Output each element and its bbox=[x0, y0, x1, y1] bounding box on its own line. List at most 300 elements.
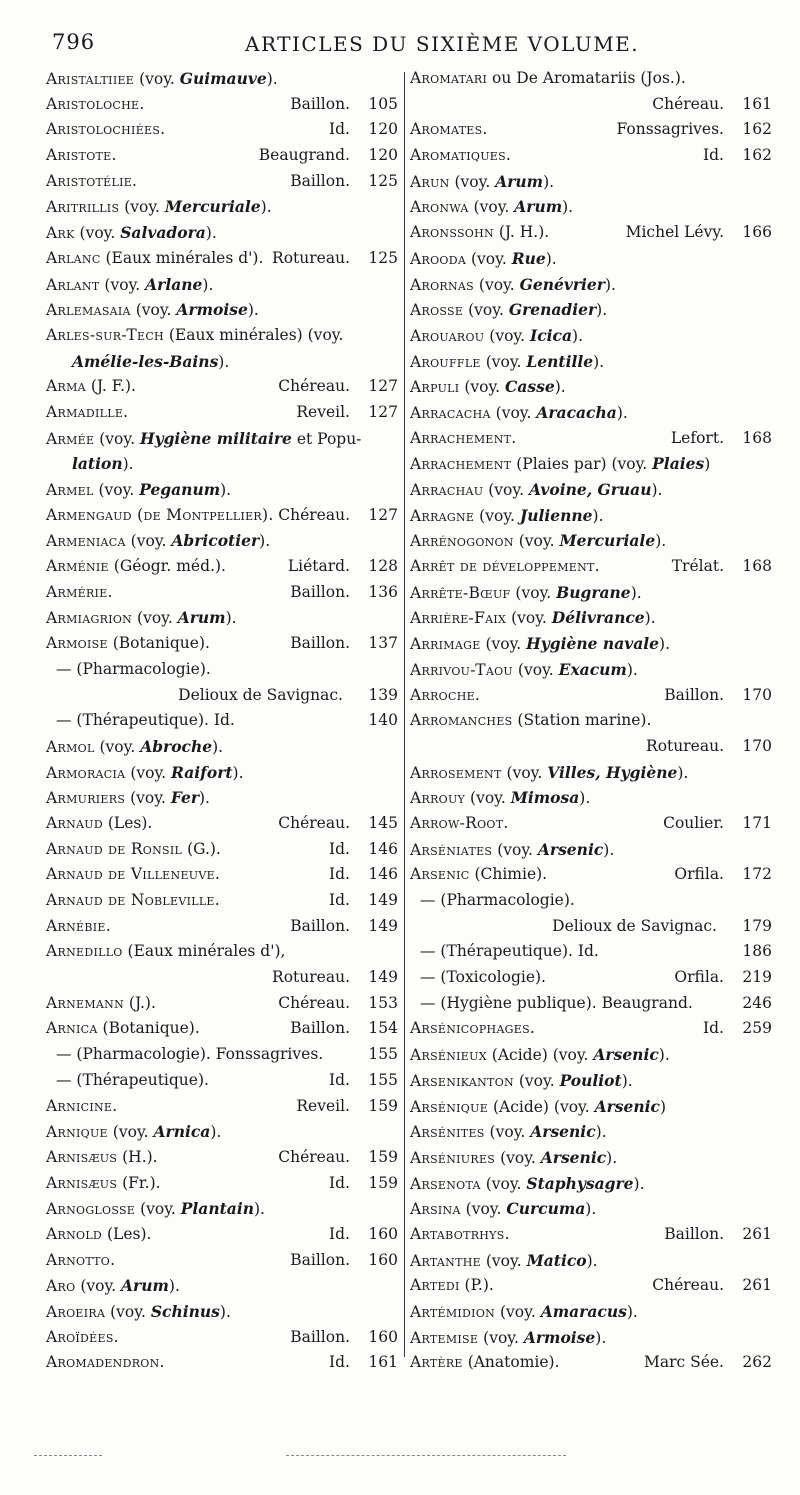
entry-page: 155 bbox=[368, 1045, 398, 1064]
entry-author: Rotureau. bbox=[646, 736, 724, 755]
index-entry bbox=[46, 246, 398, 272]
entry-page: 219 bbox=[742, 968, 772, 987]
index-entry bbox=[410, 760, 772, 786]
entry-text bbox=[410, 837, 614, 864]
entry-text bbox=[46, 1145, 158, 1171]
index-entry bbox=[410, 657, 772, 683]
entry-text bbox=[46, 605, 237, 632]
index-entry bbox=[46, 554, 398, 580]
entry-detail: ). bbox=[595, 1328, 607, 1347]
entry-detail: (voy. bbox=[93, 481, 140, 499]
entry-detail: ). bbox=[651, 481, 663, 499]
entry-headword: Arles-sur-Tech bbox=[46, 325, 164, 344]
entry-headword: Aromatari bbox=[410, 69, 488, 87]
entry-detail: ). bbox=[210, 1123, 222, 1142]
cross-reference: Bugrane bbox=[556, 582, 631, 602]
index-entry bbox=[46, 1299, 398, 1325]
entry-text bbox=[46, 580, 113, 606]
index-entry bbox=[410, 965, 772, 991]
entry-headword: Aristoloche. bbox=[46, 94, 145, 113]
entry-text bbox=[56, 1068, 209, 1094]
entry-headword: Arnold bbox=[46, 1224, 103, 1243]
entry-detail: (voy. bbox=[495, 1148, 541, 1167]
entry-detail: — (Pharmacologie). bbox=[56, 659, 211, 678]
entry-text bbox=[410, 220, 549, 246]
entry-detail: ). bbox=[218, 352, 230, 371]
entry-detail: (G.). bbox=[182, 839, 221, 858]
cross-reference: Abricotier bbox=[171, 531, 260, 551]
entry-page: 146 bbox=[368, 865, 398, 884]
entry-detail: (voy. bbox=[107, 1123, 154, 1142]
entry-detail: (J. F.). bbox=[85, 377, 136, 396]
entry-page: 139 bbox=[368, 685, 398, 704]
entry-page: 162 bbox=[742, 120, 772, 139]
entry-author: Rotureau. bbox=[272, 968, 350, 987]
cross-reference: Amaracus bbox=[540, 1302, 627, 1321]
entry-detail: ). bbox=[253, 1200, 265, 1219]
entry-page: 145 bbox=[368, 813, 398, 832]
entry-page: 159 bbox=[368, 1173, 398, 1192]
entry-headword: Aromates. bbox=[410, 120, 488, 139]
entry-detail: ). bbox=[199, 789, 210, 808]
entry-text bbox=[46, 66, 278, 93]
entry-text bbox=[410, 1273, 494, 1299]
entry-text bbox=[410, 554, 600, 580]
entry-page: 149 bbox=[368, 891, 398, 909]
entry-detail: ). bbox=[225, 609, 237, 628]
entry-detail: ). bbox=[603, 840, 615, 859]
index-entry bbox=[46, 117, 398, 143]
entry-detail: (voy. bbox=[125, 532, 172, 551]
entry-headword: Armée bbox=[46, 429, 95, 448]
entry-detail: (voy. bbox=[513, 532, 560, 551]
entry-detail: ). bbox=[168, 1277, 180, 1296]
index-entry bbox=[410, 503, 772, 529]
entry-text bbox=[46, 246, 263, 272]
index-entry bbox=[46, 837, 398, 863]
entry-page: 170 bbox=[742, 685, 772, 704]
entry-detail: ). bbox=[586, 1251, 598, 1270]
footer-dash-mark bbox=[286, 1455, 566, 1457]
entry-author: Chéreau. bbox=[278, 993, 350, 1012]
index-entry bbox=[410, 220, 772, 246]
entry-author: Id. bbox=[329, 120, 350, 139]
entry-headword: Artanthe bbox=[410, 1251, 481, 1270]
entry-detail: ). bbox=[606, 1148, 618, 1167]
entry-author: Orfila. bbox=[674, 968, 724, 987]
index-entry bbox=[410, 888, 772, 914]
entry-headword: Artémidion bbox=[410, 1303, 496, 1321]
entry-text bbox=[410, 1094, 666, 1121]
entry-author: Delioux de Savignac. bbox=[178, 685, 343, 704]
index-entry bbox=[46, 1094, 398, 1120]
entry-detail: (Les). bbox=[102, 1224, 152, 1243]
index-entry bbox=[410, 400, 772, 426]
cross-reference: Julienne bbox=[519, 505, 593, 525]
entry-headword: Arragne bbox=[410, 506, 475, 525]
entry-text bbox=[410, 477, 662, 504]
entry-text bbox=[410, 1350, 560, 1376]
entry-headword: Arnica bbox=[46, 1019, 98, 1038]
entry-detail: ou De Aromatariis (Jos.). bbox=[487, 69, 686, 87]
entry-text bbox=[46, 1016, 200, 1042]
entry-text bbox=[410, 580, 642, 607]
cross-reference: Hygiène navale bbox=[526, 634, 660, 654]
cross-reference: Délivrance bbox=[551, 608, 645, 628]
entry-page: 105 bbox=[368, 94, 398, 113]
entry-headword: Arnique bbox=[46, 1123, 108, 1142]
entry-text bbox=[46, 220, 217, 247]
entry-author: Chéreau. bbox=[278, 505, 350, 524]
cross-reference: Exacum bbox=[558, 659, 627, 679]
entry-detail: (voy. bbox=[75, 1277, 122, 1296]
column-divider bbox=[404, 72, 405, 1357]
entry-detail: (voy. bbox=[490, 403, 537, 422]
entry-text bbox=[56, 1042, 323, 1068]
entry-detail: (voy. bbox=[99, 275, 146, 294]
index-entry bbox=[46, 939, 398, 965]
entry-detail: ). bbox=[572, 326, 584, 345]
entry-headword: Aristolochiées. bbox=[46, 120, 166, 139]
index-entry bbox=[410, 580, 772, 606]
entry-detail: ). bbox=[579, 789, 591, 808]
entry-detail: ). bbox=[626, 660, 638, 679]
entry-text bbox=[410, 605, 656, 632]
entry-headword: Aroeira bbox=[46, 1303, 106, 1321]
entry-text bbox=[46, 734, 223, 761]
entry-headword: Arrow-Root. bbox=[410, 813, 509, 832]
entry-headword: Arrouy bbox=[410, 789, 466, 808]
entry-detail: ). bbox=[585, 1200, 597, 1219]
index-entry bbox=[410, 785, 772, 811]
page-header bbox=[50, 28, 750, 62]
entry-text bbox=[46, 374, 136, 400]
entry-detail: ). bbox=[626, 1303, 638, 1321]
entry-text bbox=[410, 451, 710, 478]
cross-reference: Pouliot bbox=[559, 1070, 622, 1090]
entry-text bbox=[72, 349, 229, 376]
cross-reference: Icica bbox=[529, 325, 573, 345]
entry-headword: Arnoglosse bbox=[46, 1200, 136, 1219]
entry-author: Chéreau. bbox=[278, 1147, 350, 1166]
entry-page: 246 bbox=[742, 993, 772, 1012]
entry-headword: Arrête-Bœuf bbox=[410, 583, 511, 602]
index-entry bbox=[46, 811, 398, 837]
entry-detail: ). bbox=[633, 1174, 645, 1193]
cross-reference: Lentille bbox=[526, 351, 594, 371]
entry-text bbox=[46, 1273, 180, 1300]
cross-reference: Arsenic bbox=[540, 1147, 607, 1167]
entry-text bbox=[46, 837, 221, 863]
entry-page: 153 bbox=[368, 993, 398, 1012]
entry-detail: ). bbox=[595, 1123, 607, 1142]
entry-detail: (Les). bbox=[102, 813, 153, 832]
entry-text bbox=[410, 66, 686, 92]
entry-headword: Aristaltiiee bbox=[46, 70, 135, 88]
entry-text bbox=[46, 862, 220, 888]
entry-detail: — (Hygiène publique). Beaugrand. bbox=[420, 993, 693, 1012]
index-entry bbox=[46, 991, 398, 1017]
entry-headword: Arrivou-Taou bbox=[410, 660, 513, 679]
cross-reference: Arsenic bbox=[594, 1096, 660, 1116]
entry-detail: ). bbox=[220, 481, 232, 499]
entry-headword: Arsenikanton bbox=[410, 1071, 514, 1090]
index-entry bbox=[410, 194, 772, 220]
entry-text bbox=[410, 246, 557, 273]
entry-text bbox=[410, 1145, 617, 1172]
entry-author: Rotureau. bbox=[272, 248, 350, 267]
entry-detail: ). bbox=[543, 172, 555, 191]
entry-detail: (voy. bbox=[474, 506, 520, 525]
entry-text bbox=[46, 914, 111, 940]
entry-detail: ). bbox=[655, 532, 667, 551]
entry-headword: Aro bbox=[46, 1277, 76, 1296]
entry-detail: (Plaies par) (voy. bbox=[511, 455, 653, 474]
entry-headword: Arnotto. bbox=[46, 1250, 116, 1269]
entry-detail: (Station marine). bbox=[512, 711, 652, 730]
entry-text bbox=[46, 169, 137, 195]
entry-headword: Arooda bbox=[410, 249, 467, 268]
entry-page: 154 bbox=[368, 1019, 398, 1038]
entry-text bbox=[410, 272, 616, 299]
entry-headword: Armeniaca bbox=[46, 532, 126, 551]
entry-headword: Armiagrion bbox=[46, 609, 133, 628]
entry-headword: Arsénites bbox=[410, 1123, 485, 1142]
cross-reference: Plantain bbox=[180, 1199, 254, 1219]
entry-text bbox=[410, 657, 638, 684]
footer-dash-mark bbox=[34, 1455, 102, 1457]
entry-page: 146 bbox=[368, 839, 398, 858]
entry-text bbox=[46, 1325, 119, 1351]
index-entry bbox=[46, 785, 398, 811]
index-entry bbox=[46, 503, 398, 529]
entry-text bbox=[46, 503, 274, 529]
entry-page: 155 bbox=[368, 1070, 398, 1089]
entry-author: Orfila. bbox=[674, 865, 724, 884]
cross-reference: Avoine, Gruau bbox=[528, 480, 652, 499]
entry-detail: ). bbox=[554, 378, 566, 397]
entry-detail: (voy. bbox=[492, 840, 538, 859]
index-entry bbox=[46, 1042, 398, 1068]
index-entry bbox=[46, 1273, 398, 1299]
entry-author: Fonssagrives. bbox=[616, 120, 724, 139]
entry-text bbox=[46, 1248, 115, 1274]
entry-headword: Arlemasaia bbox=[46, 301, 131, 320]
entry-author: Baillon. bbox=[290, 634, 350, 653]
entry-page: 168 bbox=[742, 428, 772, 447]
entry-page: 127 bbox=[368, 505, 398, 524]
entry-text bbox=[46, 143, 117, 169]
entry-headword: Arroche. bbox=[410, 685, 481, 704]
cross-reference: Fer bbox=[170, 788, 199, 808]
entry-detail: ). bbox=[659, 635, 671, 654]
entry-text bbox=[410, 1068, 633, 1095]
entry-detail: (voy. bbox=[463, 301, 509, 320]
entry-detail: (Botanique). bbox=[107, 634, 210, 653]
entry-headword: Arnemann bbox=[46, 993, 124, 1012]
index-entry bbox=[410, 914, 772, 940]
cross-reference: Peganum bbox=[139, 480, 221, 499]
entry-detail: (voy. bbox=[130, 301, 177, 320]
index-entry bbox=[46, 1068, 398, 1094]
cross-reference: Aracacha bbox=[536, 402, 617, 422]
entry-detail: (voy. bbox=[465, 789, 511, 808]
entry-page: 127 bbox=[368, 402, 398, 421]
entry-text bbox=[410, 631, 670, 658]
entry-author: Liétard. bbox=[287, 557, 350, 576]
entry-detail: — (Pharmacologie). bbox=[420, 891, 575, 909]
entry-detail: (Eaux minérales d'). bbox=[100, 248, 264, 267]
index-entry bbox=[46, 143, 398, 169]
entry-author: Id. bbox=[703, 146, 724, 165]
entry-detail: ). bbox=[604, 275, 616, 294]
entry-author: Baillon. bbox=[290, 94, 350, 113]
entry-detail: ). bbox=[247, 301, 259, 320]
entry-headword: Arrachement. bbox=[410, 428, 517, 447]
entry-headword: Arsénieux bbox=[410, 1046, 487, 1065]
entry-text bbox=[56, 708, 235, 734]
entry-headword: Arnaud de Nobleville. bbox=[46, 891, 220, 909]
cross-reference: Arum bbox=[514, 197, 563, 217]
entry-detail: (voy. bbox=[510, 583, 557, 602]
entry-text bbox=[46, 991, 156, 1017]
cross-reference: Villes, Hygiène bbox=[547, 762, 678, 782]
entry-text bbox=[46, 297, 259, 324]
index-entry bbox=[46, 477, 398, 503]
entry-detail: ) bbox=[659, 1097, 667, 1116]
entry-headword: Armoise bbox=[46, 634, 108, 653]
index-entry bbox=[410, 92, 772, 118]
index-entry bbox=[410, 605, 772, 631]
entry-detail: (voy. bbox=[134, 70, 180, 88]
entry-headword: Arma bbox=[46, 377, 86, 396]
entry-text bbox=[410, 117, 488, 143]
entry-headword: Arnaud de Ronsil bbox=[46, 839, 183, 858]
entry-headword: Armuriers bbox=[46, 789, 126, 808]
entry-headword: Artabotrhys. bbox=[410, 1224, 510, 1243]
index-entry bbox=[46, 426, 398, 452]
entry-author: Id. bbox=[329, 891, 350, 909]
entry-headword: Arnisæus bbox=[46, 1147, 118, 1166]
entry-page: 120 bbox=[368, 120, 398, 139]
entry-detail: ). bbox=[545, 249, 557, 268]
entry-page: 160 bbox=[368, 1327, 398, 1346]
entry-text bbox=[410, 1325, 606, 1352]
entry-text bbox=[46, 888, 220, 914]
index-entry bbox=[46, 297, 398, 323]
index-entry bbox=[46, 220, 398, 246]
index-entry bbox=[46, 1325, 398, 1351]
entry-detail: ). bbox=[232, 763, 244, 782]
entry-detail: ). bbox=[205, 224, 217, 243]
index-entry bbox=[46, 657, 398, 683]
index-entry bbox=[410, 528, 772, 554]
entry-author: Baillon. bbox=[290, 1019, 350, 1038]
entry-detail: (voy. bbox=[480, 1251, 527, 1270]
index-entry bbox=[46, 1145, 398, 1171]
entry-text bbox=[410, 426, 517, 452]
entry-headword: Arnicine. bbox=[46, 1096, 118, 1115]
entry-headword: Arnaud bbox=[46, 813, 103, 832]
index-entry bbox=[46, 194, 398, 220]
index-entry bbox=[410, 477, 772, 503]
index-entry bbox=[410, 374, 772, 400]
entry-detail: ). bbox=[260, 198, 272, 217]
index-entry bbox=[46, 580, 398, 606]
index-entry bbox=[410, 1171, 772, 1197]
entry-page: 161 bbox=[742, 94, 772, 113]
entry-text bbox=[46, 426, 361, 453]
entry-detail: (Fr.). bbox=[117, 1173, 161, 1192]
entry-detail: (Acide) (voy. bbox=[488, 1097, 595, 1116]
entry-headword: Aronssohn bbox=[410, 223, 494, 242]
entry-detail: (J. H.). bbox=[493, 223, 550, 242]
cross-reference: Arnica bbox=[153, 1122, 211, 1142]
page-number: 796 bbox=[52, 30, 96, 54]
cross-reference: Guimauve bbox=[179, 69, 267, 88]
index-entry bbox=[410, 837, 772, 863]
entry-detail: (voy. bbox=[478, 1328, 524, 1347]
index-entry bbox=[46, 708, 398, 734]
entry-author: Chéreau. bbox=[278, 813, 350, 832]
index-entry bbox=[410, 708, 772, 734]
entry-page: 161 bbox=[368, 1353, 398, 1372]
entry-detail: (voy. bbox=[483, 481, 529, 499]
cross-reference: Arlane bbox=[145, 274, 203, 294]
entry-text bbox=[410, 1119, 607, 1146]
cross-reference: Arum bbox=[121, 1276, 169, 1296]
entry-detail: (Acide) (voy. bbox=[486, 1046, 594, 1065]
cross-reference: lation bbox=[72, 454, 123, 474]
entry-text bbox=[410, 760, 688, 787]
entry-text bbox=[46, 1171, 161, 1197]
entry-text bbox=[46, 272, 213, 299]
index-entry bbox=[410, 246, 772, 272]
index-entry bbox=[410, 1350, 772, 1376]
entry-detail: (H.). bbox=[117, 1147, 158, 1166]
cross-reference: Mimosa bbox=[510, 788, 580, 808]
entry-author: Baillon. bbox=[290, 171, 350, 190]
entry-detail: (voy. bbox=[105, 1303, 151, 1321]
entry-detail: (voy. bbox=[501, 763, 548, 782]
entry-detail: (voy. bbox=[125, 789, 171, 808]
entry-author: Id. bbox=[329, 865, 350, 884]
entry-detail: (voy. bbox=[473, 275, 520, 294]
index-entry bbox=[410, 272, 772, 298]
entry-page: 170 bbox=[742, 736, 772, 755]
entry-headword: Aritrillis bbox=[46, 198, 120, 217]
entry-headword: Armengaud (de Montpellier). bbox=[46, 505, 274, 524]
entry-text bbox=[420, 991, 693, 1017]
entry-detail: (voy. bbox=[135, 1200, 181, 1219]
cross-reference: Staphysagre bbox=[526, 1173, 634, 1193]
entry-headword: Arsenic bbox=[410, 865, 470, 884]
entry-detail: ). bbox=[202, 275, 214, 294]
index-entry bbox=[410, 991, 772, 1017]
entry-headword: Aristotélie. bbox=[46, 171, 138, 190]
entry-author: Id. bbox=[329, 1353, 350, 1372]
index-entry bbox=[46, 169, 398, 195]
cross-reference: Mercuriale bbox=[164, 197, 261, 217]
entry-detail: (voy. bbox=[495, 1303, 541, 1321]
entry-headword: Aromadendron. bbox=[46, 1353, 165, 1372]
entry-detail: ). bbox=[219, 1303, 231, 1321]
entry-page: 179 bbox=[742, 916, 772, 935]
entry-text bbox=[410, 143, 511, 169]
entry-detail: ). bbox=[596, 301, 608, 320]
index-entry bbox=[46, 631, 398, 657]
entry-author: Trélat. bbox=[671, 557, 724, 576]
